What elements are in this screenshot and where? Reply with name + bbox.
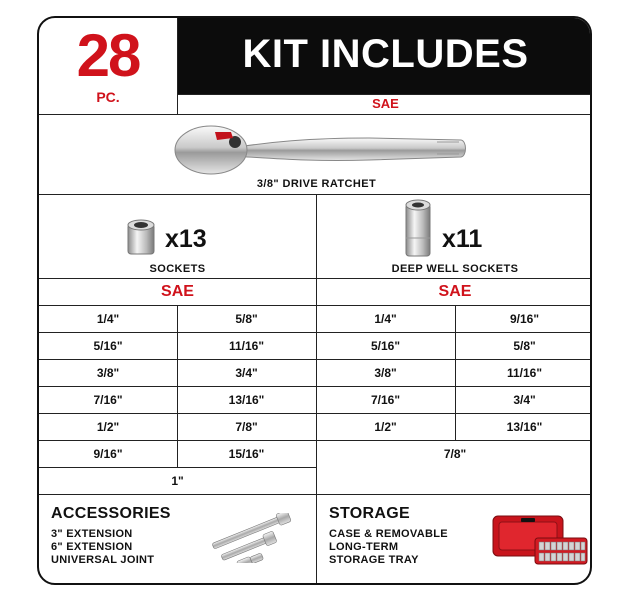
piece-count: 28: [76, 22, 140, 89]
socket-icon: [123, 218, 159, 258]
ratchet-icon: [169, 118, 469, 178]
socket-size: 5/8": [235, 312, 258, 326]
divider: [39, 467, 316, 468]
deep-socket-size: 5/16": [370, 339, 401, 353]
socket-size: 11/16": [228, 339, 265, 353]
socket-size: 15/16": [228, 447, 265, 461]
deep-socket-size: 5/8": [513, 339, 536, 353]
socket-size: 5/16": [93, 339, 123, 353]
divider: [39, 413, 592, 414]
socket-size: 7/8": [235, 420, 258, 434]
deep-sockets-label: DEEP WELL SOCKETS: [391, 263, 519, 275]
kit-contents-card: [37, 16, 592, 585]
accessories-item: UNIVERSAL JOINT: [51, 554, 155, 566]
ratchet-label: 3/8" DRIVE RATCHET: [256, 178, 377, 190]
sockets-label: SOCKETS: [149, 263, 206, 275]
deep-socket-size: 9/16": [509, 312, 540, 326]
deep-socket-size: 11/16": [506, 366, 543, 380]
deep-socket-size: 7/8": [443, 447, 467, 461]
storage-item: LONG-TERM: [329, 541, 399, 553]
divider: [316, 494, 317, 585]
deep-socket-size: 1/2": [374, 420, 397, 434]
socket-size: 1/4": [96, 312, 120, 326]
sockets-standard: SAE: [161, 283, 194, 300]
deep-socket-size: 1/4": [374, 312, 397, 326]
socket-size: 1": [171, 474, 184, 488]
standard-label: SAE: [372, 96, 399, 111]
divider: [39, 332, 592, 333]
deep-socket-size: 13/16": [506, 420, 543, 434]
storage-item: STORAGE TRAY: [329, 554, 419, 566]
socket-size: 9/16": [93, 447, 123, 461]
accessories-item: 3" EXTENSION: [51, 528, 133, 540]
divider: [39, 386, 592, 387]
divider: [39, 440, 592, 441]
deep-socket-size: 3/8": [374, 366, 397, 380]
deep-sockets-standard: SAE: [438, 283, 472, 300]
socket-size: 3/4": [235, 366, 258, 380]
accessories-title: ACCESSORIES: [51, 505, 171, 522]
socket-size: 3/8": [96, 366, 120, 380]
page-title: KIT INCLUDES: [242, 32, 529, 76]
sockets-quantity: x13: [165, 225, 207, 253]
socket-size: 7/16": [93, 393, 123, 407]
piece-count-unit: PC.: [96, 89, 120, 105]
divider: [177, 94, 592, 95]
deep-socket-size: 7/16": [370, 393, 401, 407]
storage-item: CASE & REMOVABLE: [329, 528, 448, 540]
storage-case-icon: [491, 512, 589, 572]
extensions-icon: [207, 513, 303, 563]
storage-title: STORAGE: [329, 505, 410, 522]
socket-size: 1/2": [96, 420, 120, 434]
divider: [39, 359, 592, 360]
deep-socket-icon: [398, 198, 438, 260]
socket-size: 13/16": [228, 393, 265, 407]
divider: [39, 278, 592, 279]
divider: [39, 114, 592, 115]
deep-sockets-quantity: x11: [442, 225, 483, 253]
deep-socket-size: 3/4": [513, 393, 536, 407]
accessories-item: 6" EXTENSION: [51, 541, 133, 553]
divider: [39, 305, 592, 306]
